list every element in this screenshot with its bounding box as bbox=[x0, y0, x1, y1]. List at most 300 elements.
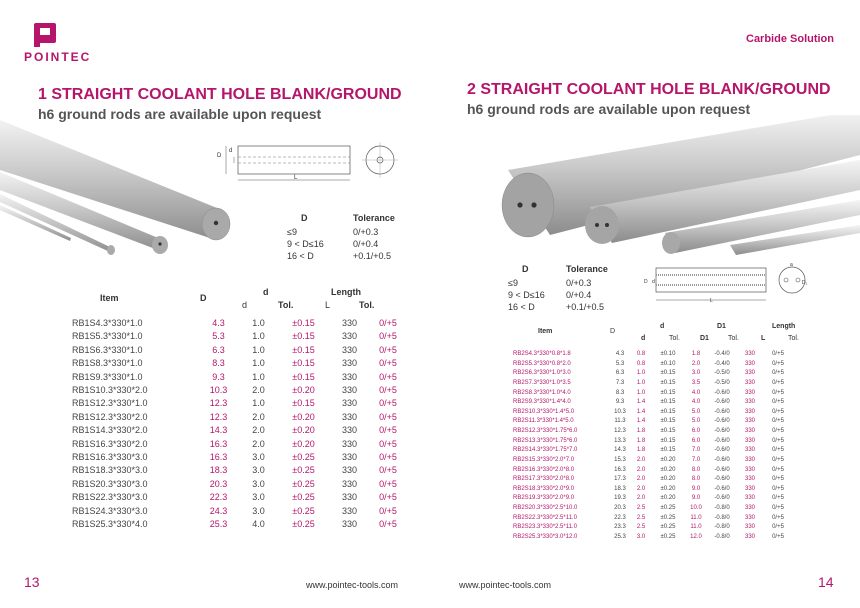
left-cell-diameter: 20.3 bbox=[209, 478, 228, 489]
left-cell-length-tolerance: 0/+5 bbox=[379, 344, 397, 355]
left-cell-hole-diameter: 3.0 bbox=[252, 492, 265, 503]
right-cell-hole-diameter: 2.5 bbox=[636, 514, 646, 521]
left-footer-url[interactable]: www.pointec-tools.com bbox=[306, 580, 399, 590]
right-cell-hole-tolerance: ±0.10 bbox=[660, 360, 676, 367]
right-h-D: D bbox=[610, 328, 616, 335]
table-row bbox=[513, 437, 793, 447]
table-row bbox=[513, 446, 793, 456]
left-cell-length: 330 bbox=[341, 492, 358, 503]
brand-logo-text: POINTEC bbox=[24, 50, 92, 64]
right-diagram-label-a: a bbox=[790, 262, 793, 268]
right-cell-item-code: RB2S7.3*330*1.0*3.5 bbox=[513, 379, 571, 386]
right-cell-length-tolerance: 0/+5 bbox=[772, 524, 784, 531]
right-cell-pitch-diameter: 12.0 bbox=[690, 533, 702, 540]
right-cell-pitch-diameter: 3.0 bbox=[691, 370, 701, 377]
left-cell-hole-tolerance: ±0.25 bbox=[292, 519, 315, 530]
left-diagram-label-D: D bbox=[217, 153, 222, 159]
left-cell-diameter: 16.3 bbox=[209, 452, 228, 463]
right-cell-hole-diameter: 1.4 bbox=[636, 418, 646, 425]
table-row bbox=[72, 344, 408, 357]
right-cell-hole-diameter: 1.0 bbox=[636, 379, 646, 386]
left-cell-length: 330 bbox=[341, 344, 358, 355]
right-cell-diameter: 5.3 bbox=[615, 360, 625, 367]
left-cell-length: 330 bbox=[341, 478, 358, 489]
right-cell-length-tolerance: 0/+5 bbox=[772, 466, 784, 473]
right-cell-item-code: RB2S15.3*330*2.0*7.0 bbox=[513, 456, 575, 463]
left-cell-length-tolerance: 0/+5 bbox=[379, 492, 397, 503]
right-cell-diameter: 16.3 bbox=[614, 466, 626, 473]
right-cell-length-tolerance: 0/+5 bbox=[772, 351, 784, 357]
table-row bbox=[513, 504, 793, 514]
table-row bbox=[513, 389, 793, 399]
left-cell-hole-tolerance: ±0.25 bbox=[292, 505, 315, 516]
left-cell-diameter: 22.3 bbox=[209, 492, 228, 503]
left-cell-item-code: RB1S16.3*330*2.0 bbox=[72, 438, 148, 449]
right-cell-hole-tolerance: ±0.15 bbox=[660, 437, 676, 444]
table-row bbox=[72, 384, 408, 397]
right-cell-pitch-diameter: 4.0 bbox=[691, 399, 701, 406]
right-cell-length: 330 bbox=[744, 505, 755, 511]
right-cell-length-tolerance: 0/+5 bbox=[772, 485, 784, 492]
right-tolerance-table bbox=[506, 262, 618, 314]
left-cell-hole-diameter: 2.0 bbox=[252, 425, 265, 436]
left-cell-hole-tolerance: ±0.15 bbox=[292, 344, 315, 355]
left-cell-diameter: 12.3 bbox=[209, 411, 228, 422]
left-cell-hole-diameter: 2.0 bbox=[252, 385, 265, 396]
right-h-d: d bbox=[641, 335, 646, 342]
left-cell-diameter: 18.3 bbox=[209, 465, 228, 476]
right-cell-pitch-tolerance: -0.8/0 bbox=[714, 505, 730, 511]
right-h-D1-group: D1 bbox=[717, 323, 726, 330]
left-cell-item-code: RB1S8.3*330*1.0 bbox=[72, 358, 143, 369]
left-cell-hole-diameter: 4.0 bbox=[252, 519, 265, 530]
left-tol-value: 0/+0.4 bbox=[353, 239, 379, 249]
right-dimension-diagram bbox=[640, 262, 820, 306]
table-row bbox=[513, 475, 793, 485]
left-tol-value: +0.1/+0.5 bbox=[353, 251, 392, 261]
right-h-tol1: Tol. bbox=[728, 335, 739, 342]
right-cell-hole-tolerance: ±0.15 bbox=[660, 418, 676, 425]
right-cell-pitch-diameter: 1.8 bbox=[691, 351, 701, 357]
left-cell-hole-diameter: 3.0 bbox=[252, 478, 265, 489]
left-cell-diameter: 24.3 bbox=[209, 505, 228, 516]
right-cell-pitch-tolerance: -0.6/0 bbox=[714, 456, 730, 463]
right-cell-pitch-tolerance: -0.6/0 bbox=[714, 428, 730, 434]
right-cell-length: 330 bbox=[744, 428, 755, 434]
table-row bbox=[513, 398, 793, 408]
left-cell-length-tolerance: 0/+5 bbox=[379, 452, 397, 463]
right-cell-diameter: 14.3 bbox=[614, 447, 626, 454]
right-cell-hole-tolerance: ±0.20 bbox=[660, 466, 676, 473]
left-cell-item-code: RB1S12.3*330*1.0 bbox=[72, 398, 148, 409]
left-cell-length-tolerance: 0/+5 bbox=[379, 411, 397, 422]
right-cell-hole-tolerance: ±0.15 bbox=[660, 447, 676, 454]
left-cell-hole-diameter: 1.0 bbox=[252, 358, 265, 369]
right-cell-length-tolerance: 0/+5 bbox=[772, 476, 784, 483]
table-row bbox=[72, 491, 408, 504]
left-product-table bbox=[72, 317, 408, 532]
right-cell-hole-tolerance: ±0.20 bbox=[660, 456, 676, 463]
right-cell-item-code: RB2S20.3*330*2.5*10.0 bbox=[513, 505, 578, 511]
left-cell-item-code: RB1S20.3*330*3.0 bbox=[72, 478, 148, 489]
left-cell-hole-tolerance: ±0.15 bbox=[292, 371, 315, 382]
left-cell-item-code: RB1S14.3*330*2.0 bbox=[72, 425, 148, 436]
right-h-length-tol: Tol. bbox=[788, 335, 799, 342]
left-tol-range: 9 < D≤16 bbox=[287, 239, 324, 249]
left-cell-length: 330 bbox=[341, 465, 358, 476]
left-cell-length: 330 bbox=[341, 411, 358, 422]
left-cell-length-tolerance: 0/+5 bbox=[379, 358, 397, 369]
right-cell-item-code: RB2S22.3*330*2.5*11.0 bbox=[513, 514, 577, 521]
left-cell-item-code: RB1S10.3*330*2.0 bbox=[72, 385, 148, 396]
left-cell-length: 330 bbox=[341, 385, 358, 396]
right-cell-length: 330 bbox=[744, 370, 755, 377]
left-cell-length: 330 bbox=[341, 452, 358, 463]
right-cell-length: 330 bbox=[744, 466, 755, 473]
left-tol-head-tol: Tolerance bbox=[353, 213, 395, 223]
left-cell-hole-tolerance: ±0.20 bbox=[292, 438, 315, 449]
left-cell-hole-tolerance: ±0.20 bbox=[292, 425, 315, 436]
left-cell-diameter: 16.3 bbox=[209, 438, 228, 449]
left-h-d: d bbox=[242, 300, 248, 310]
table-row bbox=[513, 360, 793, 370]
table-row bbox=[72, 424, 408, 437]
right-cell-length: 330 bbox=[744, 514, 755, 521]
table-row bbox=[72, 397, 408, 410]
right-cell-length-tolerance: 0/+5 bbox=[772, 495, 784, 502]
brand-tagline: Carbide Solution bbox=[746, 33, 834, 45]
right-cell-item-code: RB2S19.3*330*2.0*9.0 bbox=[513, 495, 575, 502]
right-cell-pitch-tolerance: -0.6/0 bbox=[714, 437, 730, 444]
left-cell-diameter: 5.3 bbox=[212, 331, 225, 342]
right-cell-pitch-tolerance: -0.6/0 bbox=[714, 476, 730, 483]
right-diagram-label-L: L bbox=[710, 298, 713, 304]
right-cell-hole-diameter: 2.0 bbox=[636, 485, 646, 492]
right-footer-url[interactable]: www.pointec-tools.com bbox=[459, 580, 552, 590]
right-h-length-group: Length bbox=[772, 323, 796, 330]
right-cell-diameter: 22.3 bbox=[614, 514, 626, 521]
right-cell-diameter: 17.3 bbox=[614, 476, 626, 483]
left-h-item: Item bbox=[100, 293, 119, 303]
right-cell-hole-diameter: 2.0 bbox=[636, 466, 646, 473]
right-cell-diameter: 25.3 bbox=[614, 533, 626, 540]
right-cell-pitch-diameter: 10.0 bbox=[690, 505, 702, 511]
left-page-number: 13 bbox=[24, 574, 40, 590]
right-cell-item-code: RB2S11.3*330*1.4*5.0 bbox=[513, 418, 574, 425]
right-cell-pitch-tolerance: -0.6/0 bbox=[714, 389, 730, 396]
left-tolerance-table bbox=[285, 211, 405, 263]
right-cell-hole-tolerance: ±0.15 bbox=[660, 379, 676, 386]
right-cell-length-tolerance: 0/+5 bbox=[772, 533, 784, 540]
right-cell-length-tolerance: 0/+5 bbox=[772, 514, 784, 521]
right-cell-pitch-tolerance: -0.6/0 bbox=[714, 447, 730, 454]
right-diagram-label-d: d bbox=[652, 279, 655, 285]
left-cell-length-tolerance: 0/+5 bbox=[379, 318, 397, 328]
left-cell-hole-diameter: 2.0 bbox=[252, 411, 265, 422]
left-cell-hole-diameter: 1.0 bbox=[252, 344, 265, 355]
table-row bbox=[72, 330, 408, 343]
right-cell-hole-tolerance: ±0.20 bbox=[660, 476, 676, 483]
right-cell-length: 330 bbox=[744, 476, 755, 483]
right-cell-hole-diameter: 2.0 bbox=[636, 495, 646, 502]
left-cell-item-code: RB1S9.3*330*1.0 bbox=[72, 371, 143, 382]
right-cell-item-code: RB2S8.3*330*1.0*4.0 bbox=[513, 389, 571, 396]
right-cell-item-code: RB2S23.3*330*2.5*11.0 bbox=[513, 524, 577, 531]
left-cell-length: 330 bbox=[341, 398, 358, 409]
table-row bbox=[513, 485, 793, 495]
right-cell-hole-diameter: 2.0 bbox=[636, 476, 646, 483]
table-row bbox=[72, 505, 408, 518]
right-cell-length: 330 bbox=[744, 447, 755, 454]
right-cell-item-code: RB2S16.3*330*2.0*8.0 bbox=[513, 466, 575, 473]
left-cell-length: 330 bbox=[341, 425, 358, 436]
right-cell-length-tolerance: 0/+5 bbox=[772, 437, 784, 444]
left-cell-length: 330 bbox=[341, 318, 358, 328]
right-tol-head-D: D bbox=[522, 264, 529, 274]
table-row bbox=[513, 417, 793, 427]
right-cell-length: 330 bbox=[744, 389, 755, 396]
right-cell-item-code: RB2S18.3*330*2.0*9.0 bbox=[513, 485, 575, 492]
right-cell-pitch-tolerance: -0.5/0 bbox=[714, 379, 730, 386]
right-cell-length: 330 bbox=[744, 533, 755, 540]
right-cell-item-code: RB2S9.3*330*1.4*4.0 bbox=[513, 399, 571, 406]
left-cell-hole-tolerance: ±0.20 bbox=[292, 385, 315, 396]
left-cell-length-tolerance: 0/+5 bbox=[379, 425, 397, 436]
table-row bbox=[72, 518, 408, 531]
right-cell-length-tolerance: 0/+5 bbox=[772, 408, 784, 415]
right-cell-hole-diameter: 2.5 bbox=[636, 505, 646, 511]
left-cell-length-tolerance: 0/+5 bbox=[379, 398, 397, 409]
right-cell-hole-tolerance: ±0.15 bbox=[660, 408, 676, 415]
right-cell-diameter: 10.3 bbox=[614, 408, 626, 415]
right-cell-diameter: 7.3 bbox=[615, 379, 625, 386]
left-cell-hole-diameter: 1.0 bbox=[252, 371, 265, 382]
table-row bbox=[513, 533, 793, 543]
right-tol-range: 16 < D bbox=[508, 302, 535, 312]
table-row bbox=[72, 411, 408, 424]
right-diagram-label-D1: D₁ bbox=[802, 280, 808, 286]
left-cell-item-code: RB1S6.3*330*1.0 bbox=[72, 344, 143, 355]
right-cell-diameter: 4.3 bbox=[615, 351, 625, 357]
right-cell-hole-tolerance: ±0.25 bbox=[660, 533, 676, 540]
left-cell-hole-diameter: 3.0 bbox=[252, 505, 265, 516]
left-h-length-group: Length bbox=[331, 287, 361, 297]
right-cell-diameter: 23.3 bbox=[614, 524, 626, 531]
left-h-d-group: d bbox=[263, 287, 269, 297]
right-cell-length-tolerance: 0/+5 bbox=[772, 418, 784, 425]
right-cell-hole-tolerance: ±0.25 bbox=[660, 514, 676, 521]
right-cell-item-code: RB2S4.3*330*0.8*1.8 bbox=[513, 351, 571, 357]
left-cell-item-code: RB1S4.3*330*1.0 bbox=[72, 318, 143, 328]
right-tol-value: 0/+0.3 bbox=[566, 278, 592, 288]
left-h-tol: Tol. bbox=[278, 300, 294, 310]
left-cell-length-tolerance: 0/+5 bbox=[379, 371, 397, 382]
left-cell-hole-tolerance: ±0.25 bbox=[292, 452, 315, 463]
right-cell-pitch-diameter: 9.0 bbox=[691, 485, 701, 492]
left-cell-item-code: RB1S12.3*330*2.0 bbox=[72, 411, 148, 422]
left-cell-hole-tolerance: ±0.25 bbox=[292, 478, 315, 489]
right-cell-length: 330 bbox=[744, 351, 755, 357]
left-cell-diameter: 10.3 bbox=[209, 385, 228, 396]
left-cell-item-code: RB1S25.3*330*4.0 bbox=[72, 519, 148, 530]
left-cell-hole-tolerance: ±0.20 bbox=[292, 411, 315, 422]
right-cell-hole-tolerance: ±0.15 bbox=[660, 389, 676, 396]
right-cell-hole-tolerance: ±0.25 bbox=[660, 505, 676, 511]
table-row bbox=[513, 350, 793, 360]
right-cell-item-code: RB2S14.3*330*1.75*7.0 bbox=[513, 447, 578, 454]
right-cell-length: 330 bbox=[744, 524, 755, 531]
right-title: 2 STRAIGHT COOLANT HOLE BLANK/GROUND bbox=[467, 81, 831, 98]
right-cell-hole-tolerance: ±0.15 bbox=[660, 428, 676, 434]
right-h-d-group: d bbox=[660, 323, 665, 330]
right-cell-pitch-tolerance: -0.4/0 bbox=[714, 360, 730, 367]
pointec-logo-icon bbox=[30, 22, 62, 48]
right-page-number: 14 bbox=[818, 574, 834, 590]
right-product-table bbox=[513, 350, 793, 543]
left-dimension-diagram bbox=[212, 140, 402, 188]
right-cell-pitch-tolerance: -0.8/0 bbox=[714, 524, 730, 531]
right-cell-pitch-tolerance: -0.6/0 bbox=[714, 408, 730, 415]
right-rods-image bbox=[490, 115, 860, 265]
right-cell-pitch-diameter: 8.0 bbox=[691, 476, 701, 483]
right-cell-pitch-diameter: 7.0 bbox=[691, 456, 701, 463]
right-cell-item-code: RB2S12.3*330*1.75*6.0 bbox=[513, 428, 578, 434]
left-cell-item-code: RB1S18.3*330*3.0 bbox=[72, 465, 148, 476]
right-cell-pitch-diameter: 6.0 bbox=[691, 437, 701, 444]
right-cell-diameter: 15.3 bbox=[614, 456, 626, 463]
left-cell-length: 330 bbox=[341, 505, 358, 516]
left-cell-length-tolerance: 0/+5 bbox=[379, 331, 397, 342]
right-cell-length-tolerance: 0/+5 bbox=[772, 389, 784, 396]
right-cell-pitch-diameter: 2.0 bbox=[691, 360, 701, 367]
left-cell-length: 330 bbox=[341, 371, 358, 382]
right-cell-item-code: RB2S13.3*330*1.75*6.0 bbox=[513, 437, 578, 444]
right-cell-length-tolerance: 0/+5 bbox=[772, 428, 784, 434]
right-cell-pitch-tolerance: -0.6/0 bbox=[714, 485, 730, 492]
table-row bbox=[72, 317, 408, 330]
table-row bbox=[513, 427, 793, 437]
right-cell-pitch-diameter: 9.0 bbox=[691, 495, 701, 502]
left-cell-hole-tolerance: ±0.15 bbox=[292, 318, 315, 328]
table-row bbox=[513, 456, 793, 466]
left-cell-hole-tolerance: ±0.25 bbox=[292, 492, 315, 503]
left-cell-hole-diameter: 1.0 bbox=[252, 331, 265, 342]
right-cell-hole-tolerance: ±0.10 bbox=[660, 351, 676, 357]
right-cell-pitch-diameter: 3.5 bbox=[691, 379, 701, 386]
right-cell-hole-diameter: 0.8 bbox=[636, 360, 646, 367]
left-cell-hole-diameter: 1.0 bbox=[252, 318, 265, 328]
right-cell-pitch-diameter: 5.0 bbox=[691, 418, 701, 425]
right-cell-hole-tolerance: ±0.15 bbox=[660, 370, 676, 377]
right-subtitle: h6 ground rods are available upon request bbox=[467, 101, 751, 117]
right-cell-diameter: 11.3 bbox=[614, 418, 626, 425]
right-cell-length-tolerance: 0/+5 bbox=[772, 505, 784, 511]
right-cell-length-tolerance: 0/+5 bbox=[772, 399, 784, 406]
right-cell-pitch-tolerance: -0.4/0 bbox=[714, 351, 730, 357]
right-cell-pitch-tolerance: -0.5/0 bbox=[714, 370, 730, 377]
left-tol-range: 16 < D bbox=[287, 251, 314, 261]
left-h-length-tol: Tol. bbox=[359, 300, 375, 310]
left-cell-length: 330 bbox=[341, 331, 358, 342]
table-row bbox=[513, 379, 793, 389]
right-cell-length: 330 bbox=[744, 418, 755, 425]
right-cell-pitch-diameter: 8.0 bbox=[691, 466, 701, 473]
right-cell-length: 330 bbox=[744, 399, 755, 406]
left-cell-hole-diameter: 2.0 bbox=[252, 438, 265, 449]
right-cell-length-tolerance: 0/+5 bbox=[772, 370, 784, 377]
left-h-D: D bbox=[200, 293, 207, 303]
right-cell-hole-diameter: 3.0 bbox=[636, 533, 646, 540]
right-cell-hole-diameter: 1.8 bbox=[636, 428, 646, 434]
left-diagram-label-d: d bbox=[229, 148, 233, 154]
right-cell-pitch-tolerance: -0.6/0 bbox=[714, 466, 730, 473]
right-cell-diameter: 6.3 bbox=[615, 370, 625, 377]
right-cell-item-code: RB2S10.3*330*1.4*5.0 bbox=[513, 408, 575, 415]
left-cell-diameter: 6.3 bbox=[212, 344, 225, 355]
left-cell-diameter: 25.3 bbox=[209, 519, 228, 530]
left-cell-length-tolerance: 0/+5 bbox=[379, 478, 397, 489]
right-cell-diameter: 8.3 bbox=[615, 389, 625, 396]
right-cell-length: 330 bbox=[744, 456, 755, 463]
right-cell-length: 330 bbox=[744, 495, 755, 502]
right-cell-pitch-tolerance: -0.6/0 bbox=[714, 399, 730, 406]
left-cell-item-code: RB1S16.3*330*3.0 bbox=[72, 452, 148, 463]
right-tol-value: 0/+0.4 bbox=[566, 290, 592, 300]
right-diagram-label-D: D bbox=[644, 279, 648, 285]
right-cell-item-code: RB2S6.3*330*1.0*3.0 bbox=[513, 370, 571, 377]
right-cell-item-code: RB2S17.3*330*2.0*8.0 bbox=[513, 476, 575, 483]
right-cell-pitch-diameter: 11.0 bbox=[690, 524, 702, 531]
table-row bbox=[513, 369, 793, 379]
table-row bbox=[513, 514, 793, 524]
right-cell-hole-tolerance: ±0.25 bbox=[660, 524, 676, 531]
right-cell-pitch-diameter: 7.0 bbox=[691, 447, 701, 454]
left-cell-diameter: 4.3 bbox=[212, 318, 225, 328]
left-cell-length-tolerance: 0/+5 bbox=[379, 519, 397, 530]
left-cell-hole-diameter: 1.0 bbox=[252, 398, 265, 409]
right-cell-hole-tolerance: ±0.20 bbox=[660, 485, 676, 492]
right-cell-hole-diameter: 2.5 bbox=[636, 524, 646, 531]
right-h-L: L bbox=[761, 335, 766, 342]
left-cell-length-tolerance: 0/+5 bbox=[379, 505, 397, 516]
left-cell-diameter: 8.3 bbox=[212, 358, 225, 369]
right-cell-pitch-tolerance: -0.8/0 bbox=[714, 514, 730, 521]
table-row bbox=[513, 466, 793, 476]
right-cell-hole-diameter: 2.0 bbox=[636, 456, 646, 463]
left-title: 1 STRAIGHT COOLANT HOLE BLANK/GROUND bbox=[38, 86, 402, 103]
right-cell-hole-diameter: 1.8 bbox=[636, 437, 646, 444]
left-cell-diameter: 14.3 bbox=[209, 425, 228, 436]
right-tol-value: +0.1/+0.5 bbox=[566, 302, 605, 312]
right-cell-pitch-diameter: 6.0 bbox=[691, 428, 701, 434]
right-cell-hole-diameter: 0.8 bbox=[636, 351, 646, 357]
left-cell-hole-tolerance: ±0.15 bbox=[292, 398, 315, 409]
left-cell-hole-diameter: 3.0 bbox=[252, 465, 265, 476]
left-cell-hole-tolerance: ±0.25 bbox=[292, 465, 315, 476]
right-cell-length-tolerance: 0/+5 bbox=[772, 360, 784, 367]
left-cell-length: 330 bbox=[341, 438, 358, 449]
right-cell-length: 330 bbox=[744, 360, 755, 367]
table-row bbox=[513, 494, 793, 504]
table-row bbox=[513, 523, 793, 533]
left-subtitle: h6 ground rods are available upon request bbox=[38, 106, 322, 122]
left-cell-item-code: RB1S5.3*330*1.0 bbox=[72, 331, 143, 342]
right-cell-length: 330 bbox=[744, 437, 755, 444]
right-cell-hole-diameter: 1.0 bbox=[636, 370, 646, 377]
left-cell-hole-diameter: 3.0 bbox=[252, 452, 265, 463]
right-cell-hole-tolerance: ±0.15 bbox=[660, 399, 676, 406]
right-cell-diameter: 9.3 bbox=[615, 399, 625, 406]
